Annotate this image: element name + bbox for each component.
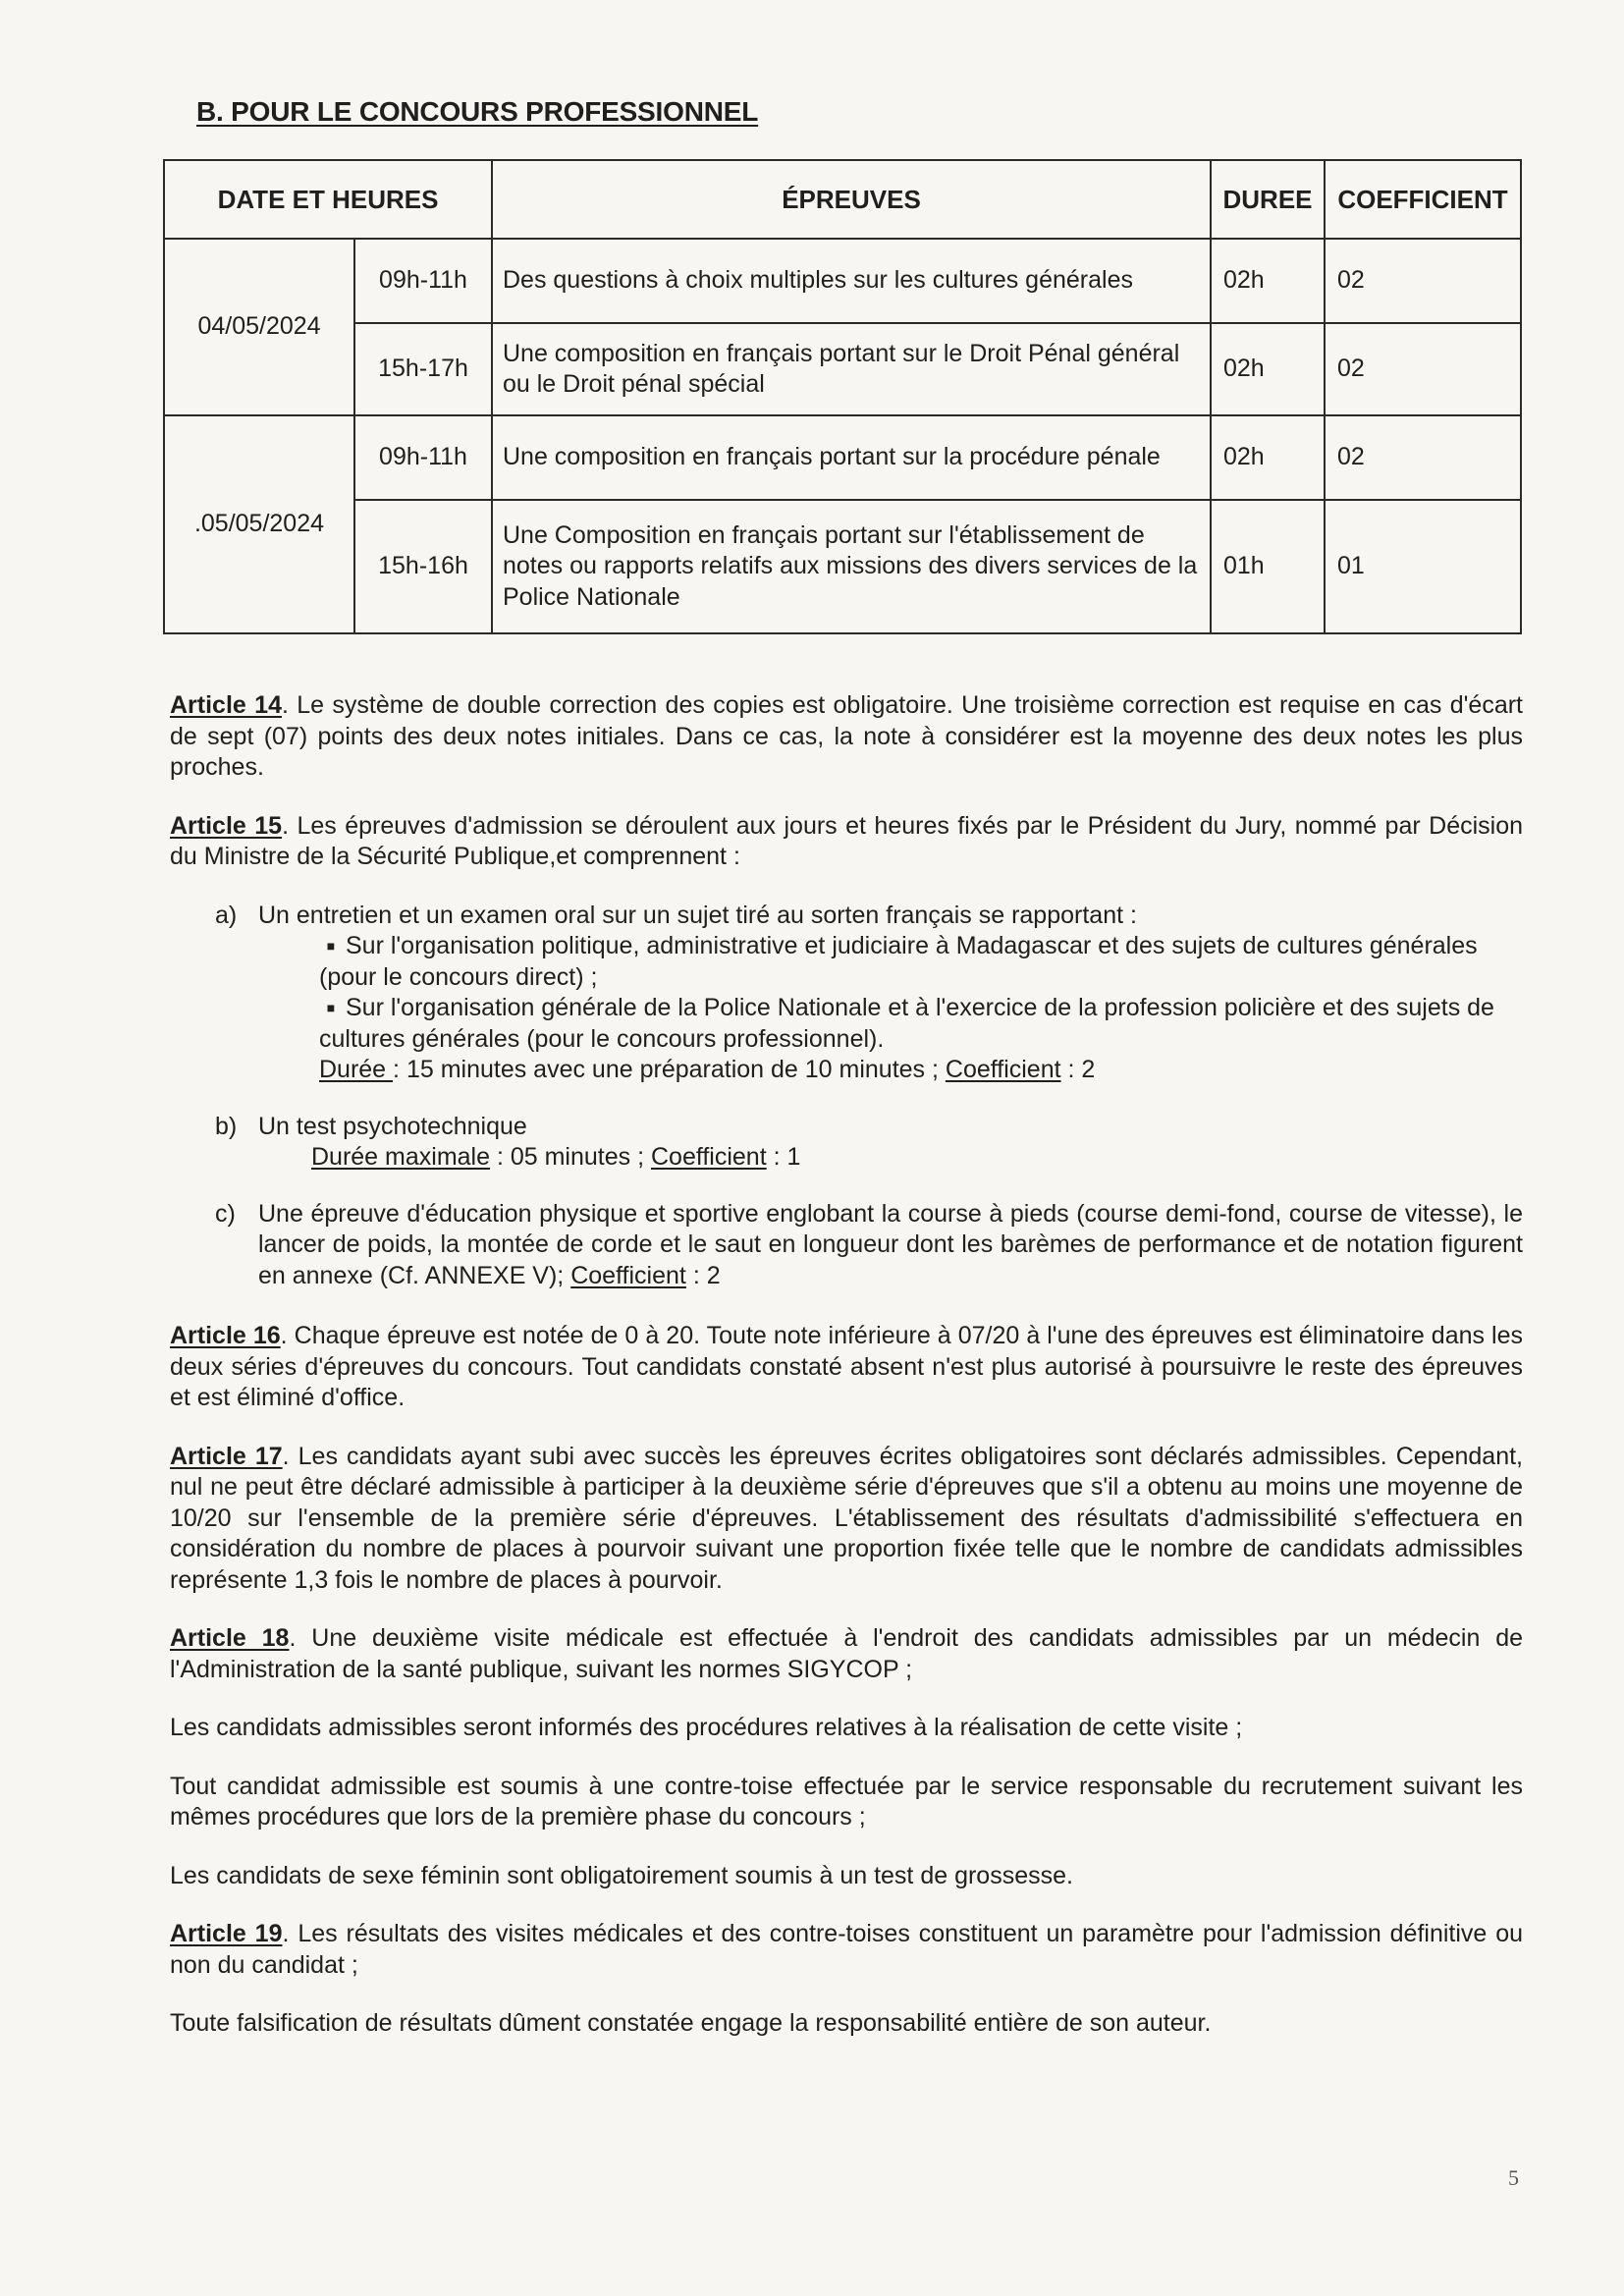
epreuve-cell: Une composition en français portant sur la procédure pénale — [492, 415, 1211, 500]
article-18-paragraph: Tout candidat admissible est soumis à une contre-toise effectuée par le service responsable du recrutement suivant les mêmes procédures que lors de la première phase du concours ; — [170, 1772, 1523, 1831]
article-18-paragraph: Les candidats admissibles seront informés des procédures relatives à la réalisation de cette visite ; — [170, 1714, 1243, 1741]
article-15 — [170, 811, 1523, 873]
list-item-text: Un entretien et un examen oral sur un sujet tiré au sorten français se rapportant : — [258, 901, 1137, 929]
duree-coefficient-line: Durée maximale : 05 minutes ; Coefficient : 1 — [311, 1143, 801, 1171]
table-header-row — [164, 160, 1521, 239]
table-row — [164, 323, 1521, 415]
list-item-label: c) — [215, 1199, 236, 1228]
square-bullet-icon: ■ — [326, 1000, 336, 1015]
table-row — [164, 415, 1521, 500]
article-14 — [170, 690, 1523, 784]
list-item-text: Un test psychotechnique — [258, 1112, 527, 1140]
header-duree: DUREE — [1211, 160, 1325, 239]
article-label: Article 16 — [170, 1322, 281, 1349]
article-text: . Une deuxième visite médicale est effectuée à l'endroit des candidats admissibles par un médecin de l'Administration de la santé publique, suivant les normes SIGYCOP ; — [170, 1624, 1524, 1683]
article-19-paragraph: Toute falsification de résultats dûment constatée engage la responsabilité entière de son auteur. — [170, 2009, 1212, 2037]
article-label: Article 14 — [170, 691, 282, 719]
duree-coefficient-line: Durée : 15 minutes avec une préparation de 10 minutes ; Coefficient : 2 — [319, 1056, 1096, 1083]
header-coefficient: COEFFICIENT — [1325, 160, 1521, 239]
article-label: Article 17 — [170, 1442, 283, 1470]
article-18 — [170, 1623, 1523, 1685]
article-16 — [170, 1321, 1523, 1414]
header-epreuves: ÉPREUVES — [492, 160, 1211, 239]
table-row — [164, 239, 1521, 323]
time-cell: 09h-11h — [354, 239, 492, 323]
duree-cell: 01h — [1211, 500, 1325, 633]
article-19 — [170, 1919, 1523, 1981]
time-cell: 15h-16h — [354, 500, 492, 633]
list-item-c — [170, 1199, 1523, 1292]
article-text: . Le système de double correction des copies est obligatoire. Une troisième correction est requise en cas d'écart de sept (07) points des deux notes initiales. Dans ce cas, la note à considérer est la moyenne des deux notes les plus proches. — [170, 691, 1523, 781]
article-18-paragraph: Les candidats de sexe féminin sont obligatoirement soumis à un test de grossesse. — [170, 1861, 1073, 1889]
section-title: B. POUR LE CONCOURS PROFESSIONNEL — [196, 96, 759, 127]
square-bullet-icon: ■ — [326, 938, 336, 954]
coef-cell: 02 — [1325, 415, 1521, 500]
exam-schedule-table — [163, 159, 1522, 634]
list-item-b — [170, 1112, 1523, 1143]
date-cell: 04/05/2024 — [164, 239, 354, 415]
article-text: . Les épreuves d'admission se déroulent aux jours et heures fixés par le Président du Jury, nommé par Décision du Ministre de la Sécurité Publique,et comprennent : — [170, 811, 1524, 870]
article-text: . Les résultats des visites médicales et des contre-toises constituent un paramètre pour l'admission définitive ou non du candidat ; — [170, 1920, 1524, 1979]
duree-cell: 02h — [1211, 415, 1325, 500]
article-label: Article 15 — [170, 811, 283, 840]
time-cell: 15h-17h — [354, 323, 492, 415]
article-label: Article 18 — [170, 1624, 290, 1652]
duree-cell: 02h — [1211, 323, 1325, 415]
articles-body — [170, 690, 1523, 2067]
bullet-item: ■ Sur l'organisation politique, administrative et judiciaire à Madagascar et des sujets de cultures générales — [170, 931, 1523, 962]
list-item-label: b) — [215, 1112, 238, 1140]
bullet-continuation: (pour le concours direct) ; — [319, 962, 598, 991]
list-item-a — [170, 901, 1523, 932]
date-cell: .05/05/2024 — [164, 415, 354, 633]
article-label: Article 19 — [170, 1920, 283, 1947]
list-item-label: a) — [215, 901, 238, 929]
time-cell: 09h-11h — [354, 415, 492, 500]
coef-cell: 02 — [1325, 239, 1521, 323]
page-number: 5 — [1508, 2165, 1519, 2190]
coef-cell: 01 — [1325, 500, 1521, 633]
table-row — [164, 500, 1521, 633]
coef-cell: 02 — [1325, 323, 1521, 415]
epreuve-cell: Une Composition en français portant sur l'établissement de notes ou rapports relatifs aux missions des divers services de la Police Nationale — [492, 500, 1211, 633]
article-text: . Chaque épreuve est notée de 0 à 20. Toute note inférieure à 07/20 à l'une des épreuves est éliminatoire dans les deux séries d'épreuves du concours. Tout candidats constaté absent n'est plus autorisé à poursuivre le reste des épreuves et est éliminé d'office. — [170, 1322, 1523, 1411]
header-date: DATE ET HEURES — [164, 160, 492, 239]
article-text: . Les candidats ayant subi avec succès les épreuves écrites obligatoires sont déclarés admissibles. Cependant, nul ne peut être déclaré admissible à participer à la deuxième série d'épreuves que s'il a obtenu au moins une moyenne de 10/20 sur l'ensemble de la première série d'épreuves. L'établissement des résultats d'admissibilité s'effectuera en considération du nombre de places à pourvoir suivant une proportion fixée telle que le nombre de candidats admissibles représente 1,3 fois le nombre de places à pourvoir. — [170, 1442, 1523, 1594]
duree-cell: 02h — [1211, 239, 1325, 323]
bullet-continuation: cultures générales (pour le concours professionnel). — [319, 1024, 885, 1053]
bullet-item: ■ Sur l'organisation générale de la Police Nationale et à l'exercice de la profession policière et des sujets de — [170, 993, 1523, 1024]
epreuve-cell: Des questions à choix multiples sur les cultures générales — [492, 239, 1211, 323]
list-item-text: Une épreuve d'éducation physique et sportive englobant la course à pieds (course demi-fond, course de vitesse), le lancer de poids, la montée de corde et le saut en longueur dont les barèmes de performance et de notation figurent en annexe (Cf. ANNEXE V); Coefficient : 2 — [258, 1199, 1523, 1289]
article-17 — [170, 1442, 1523, 1597]
epreuve-cell: Une composition en français portant sur le Droit Pénal général ou le Droit pénal spécial — [492, 323, 1211, 415]
